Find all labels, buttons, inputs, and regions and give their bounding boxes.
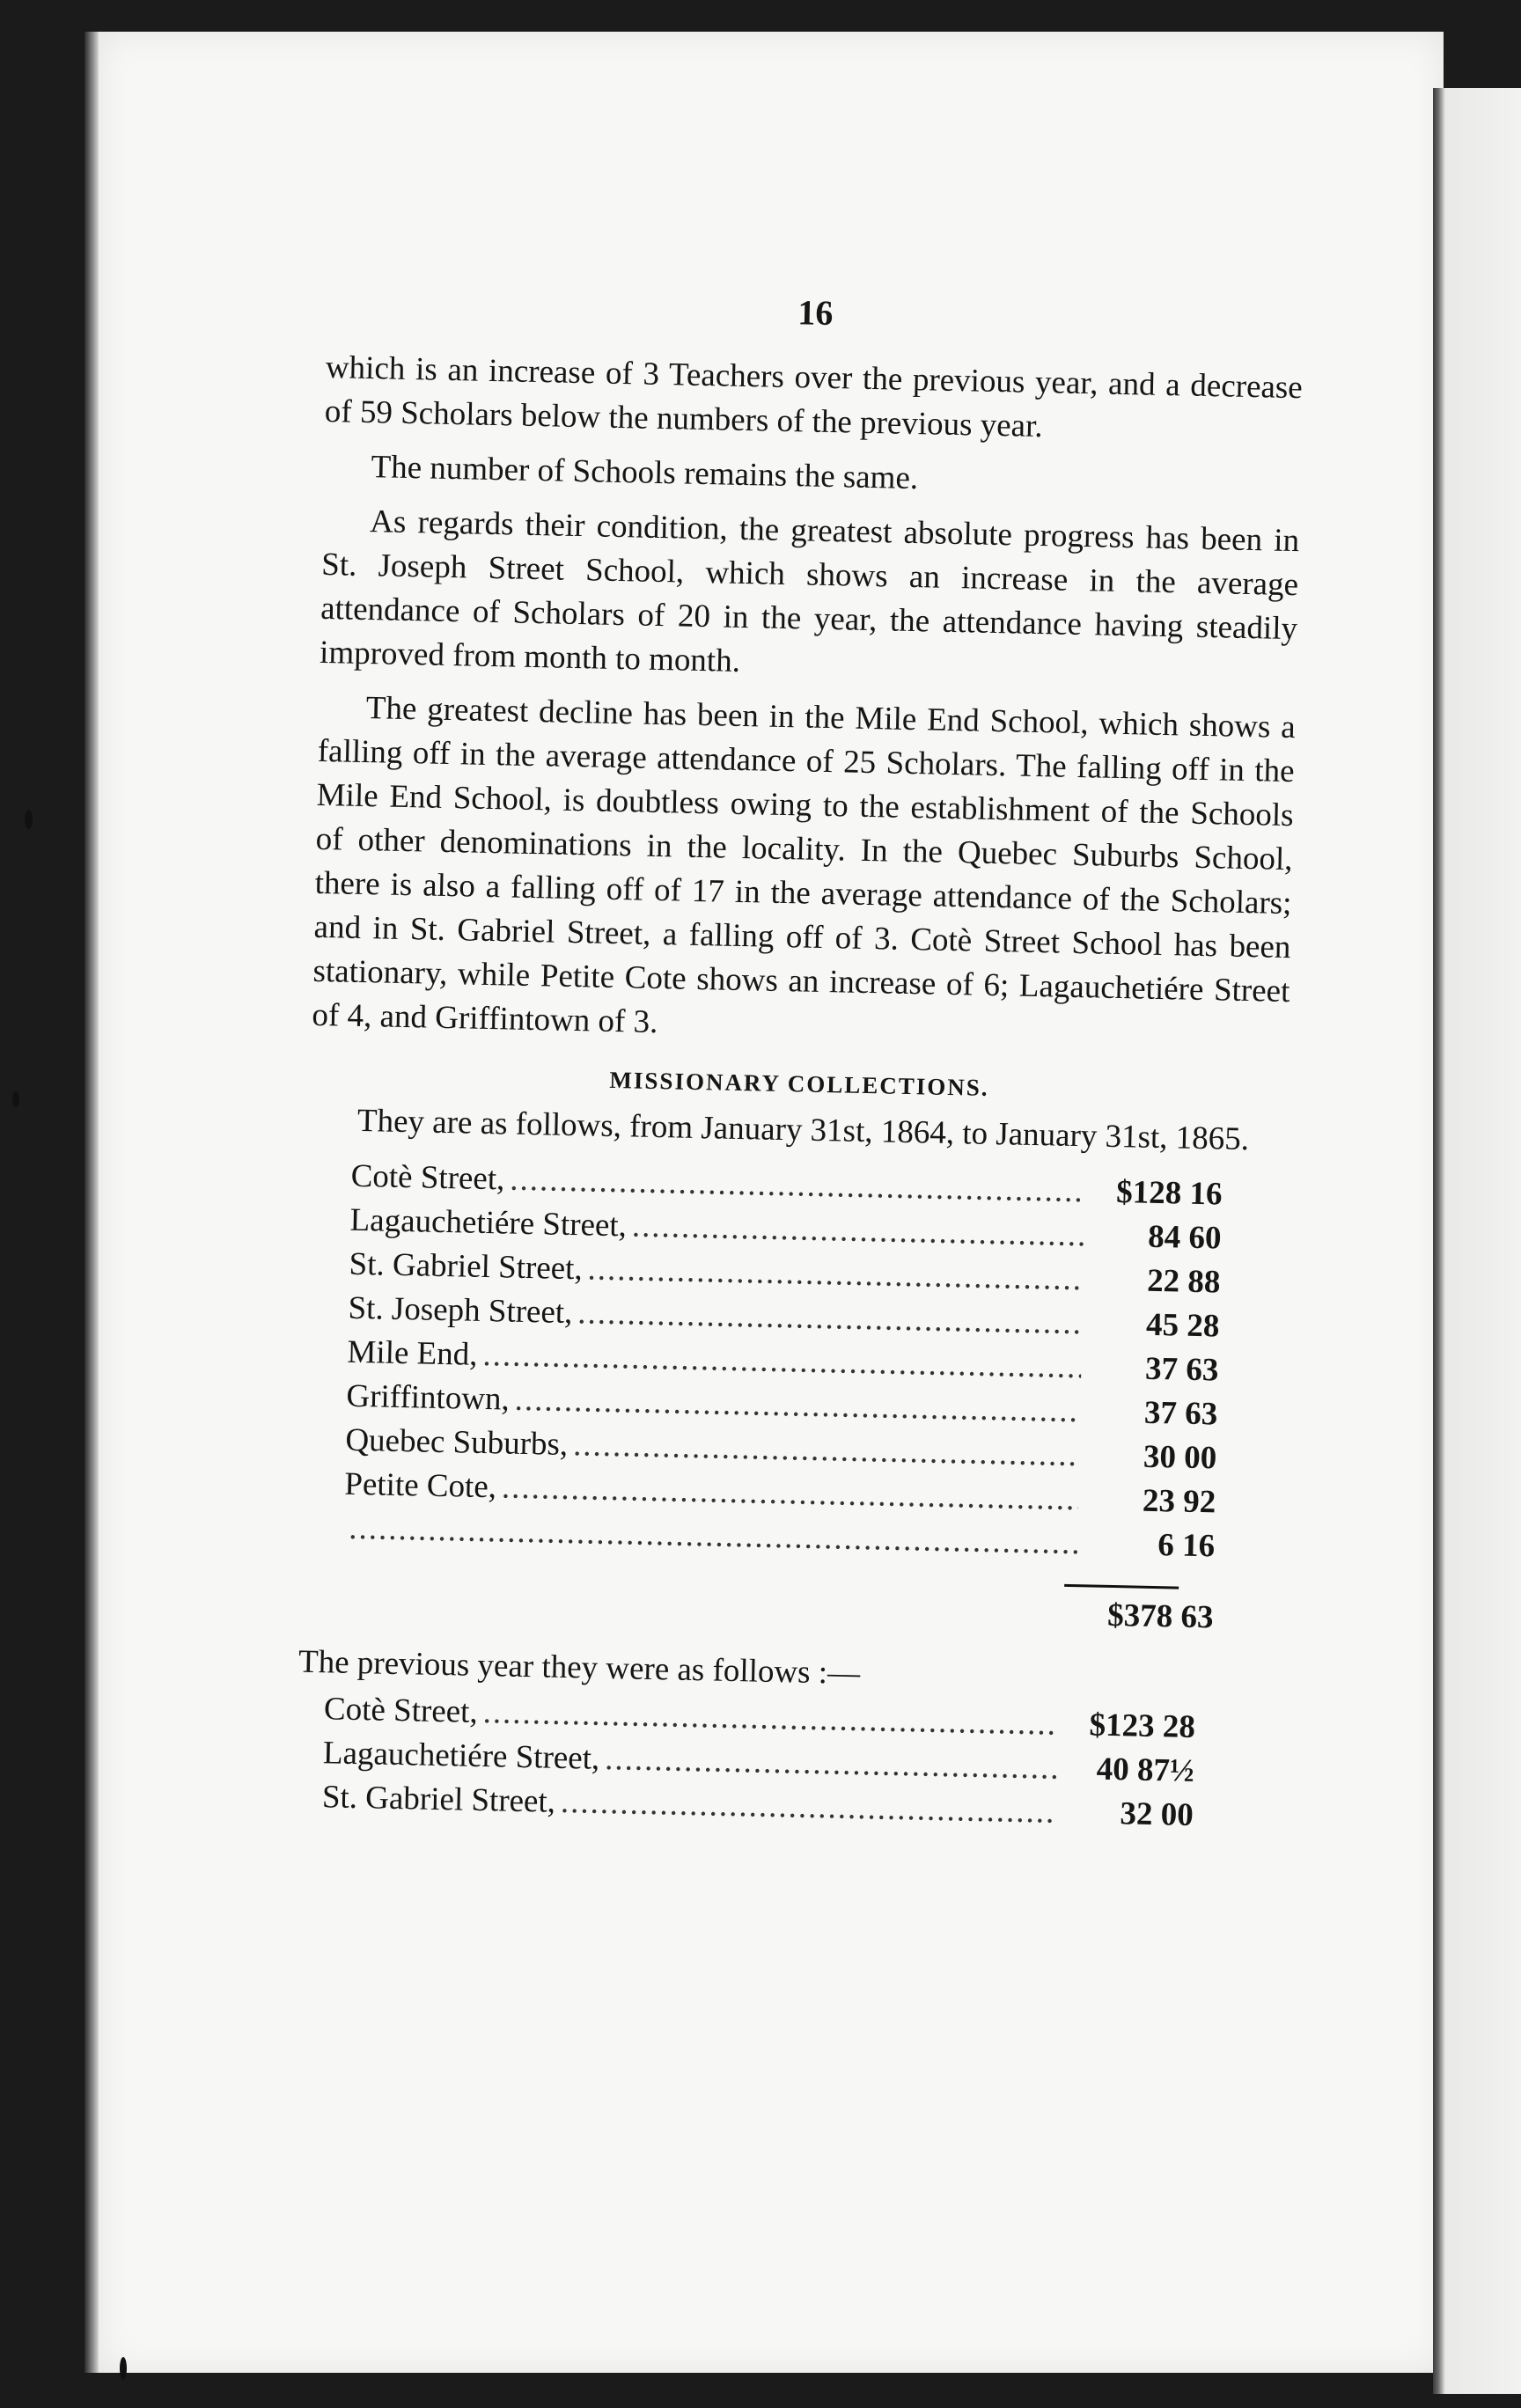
scan-speck — [12, 1091, 19, 1107]
previous-ledger — [321, 1690, 1195, 1840]
ledger-school: Mile End, — [347, 1333, 478, 1373]
ledger-school: Lagauchetiére Street, — [349, 1201, 628, 1244]
section-heading: MISSIONARY COLLECTIONS. — [609, 1066, 989, 1101]
ledger-school: St. Joseph Street, — [348, 1289, 573, 1332]
scan-speck — [25, 810, 33, 829]
ledger-amount: $123 28 — [1089, 1707, 1196, 1746]
ledger-school: Quebec Suburbs, — [345, 1421, 569, 1464]
ledger-school: St. Gabriel Street, — [349, 1245, 584, 1288]
page-number: 16 — [797, 292, 834, 334]
ledger-amount: 22 88 — [1146, 1262, 1221, 1301]
collections-ledger — [343, 1157, 1223, 1572]
leader-dots — [510, 1161, 1085, 1211]
ledger-amount: 30 00 — [1143, 1438, 1217, 1477]
paragraph-teachers: which is an increase of 3 Teachers over the previous year, and a decrease of 59 Scholars below the numbers of the previous year. — [324, 349, 1304, 445]
next-page-edge — [1433, 88, 1521, 2394]
ledger-school: Griffintown, — [346, 1377, 511, 1418]
total-rule — [1064, 1584, 1179, 1589]
ledger-school: Cotè Street, — [323, 1691, 479, 1730]
ledger-amount: $128 16 — [1115, 1174, 1223, 1213]
ledger-amount: 37 63 — [1144, 1350, 1219, 1389]
leader-dots — [482, 1693, 1058, 1744]
ledger-amount: 37 63 — [1143, 1394, 1218, 1433]
previous-intro: The previous year they were as follows :— — [298, 1643, 861, 1692]
ledger-amount: 32 00 — [1120, 1795, 1194, 1833]
ledger-school: Petite Cote, — [343, 1465, 497, 1506]
ledger-school: Lagauchetiére Street, — [322, 1735, 600, 1777]
collections-intro: They are as follows, from January 31st, 1864, to January 31st, 1865. — [356, 1102, 1250, 1158]
paragraph-decline: The greatest decline has been in the Mile End School, which shows a falling off in the average attendance of 25 Scholars. The falling off in the Mile End School, is doubtless owing to the establishment of the Schools of other denominations in the locality. In the Quebec Suburbs School, there is also a falling off of 17 in the average attendance of the Scholars; and in St. Gabriel Street, a falling off of 3. Cotè Street School has been stationary, while Petite Cote shows an increase of 6; Lagauchetiére Street of 4, and Griffintown of 3. — [312, 690, 1297, 1041]
ledger-amount: 45 28 — [1145, 1306, 1220, 1345]
paragraph-schools: The number of Schools remains the same. — [371, 449, 919, 497]
ledger-amount: 23 92 — [1142, 1482, 1216, 1521]
ledger-school: Cotè Street, — [350, 1157, 505, 1198]
paragraph-progress: As regards their condition, the greatest absolute progress has been in St. Joseph Street School, which shows an increase in the average attendance of Scholars of 20 in the year, the attendance having steadily improved from month to month. — [319, 503, 1300, 679]
ledger-school: St. Gabriel Street, — [321, 1779, 556, 1820]
collections-total: $378 63 — [1106, 1597, 1214, 1636]
ledger-amount: 84 60 — [1147, 1218, 1222, 1257]
ledger-amount: 40 87½ — [1096, 1751, 1195, 1789]
ledger-amount: 6 16 — [1157, 1527, 1216, 1565]
scan-speck — [120, 2357, 127, 2380]
page-text — [295, 282, 1304, 1842]
